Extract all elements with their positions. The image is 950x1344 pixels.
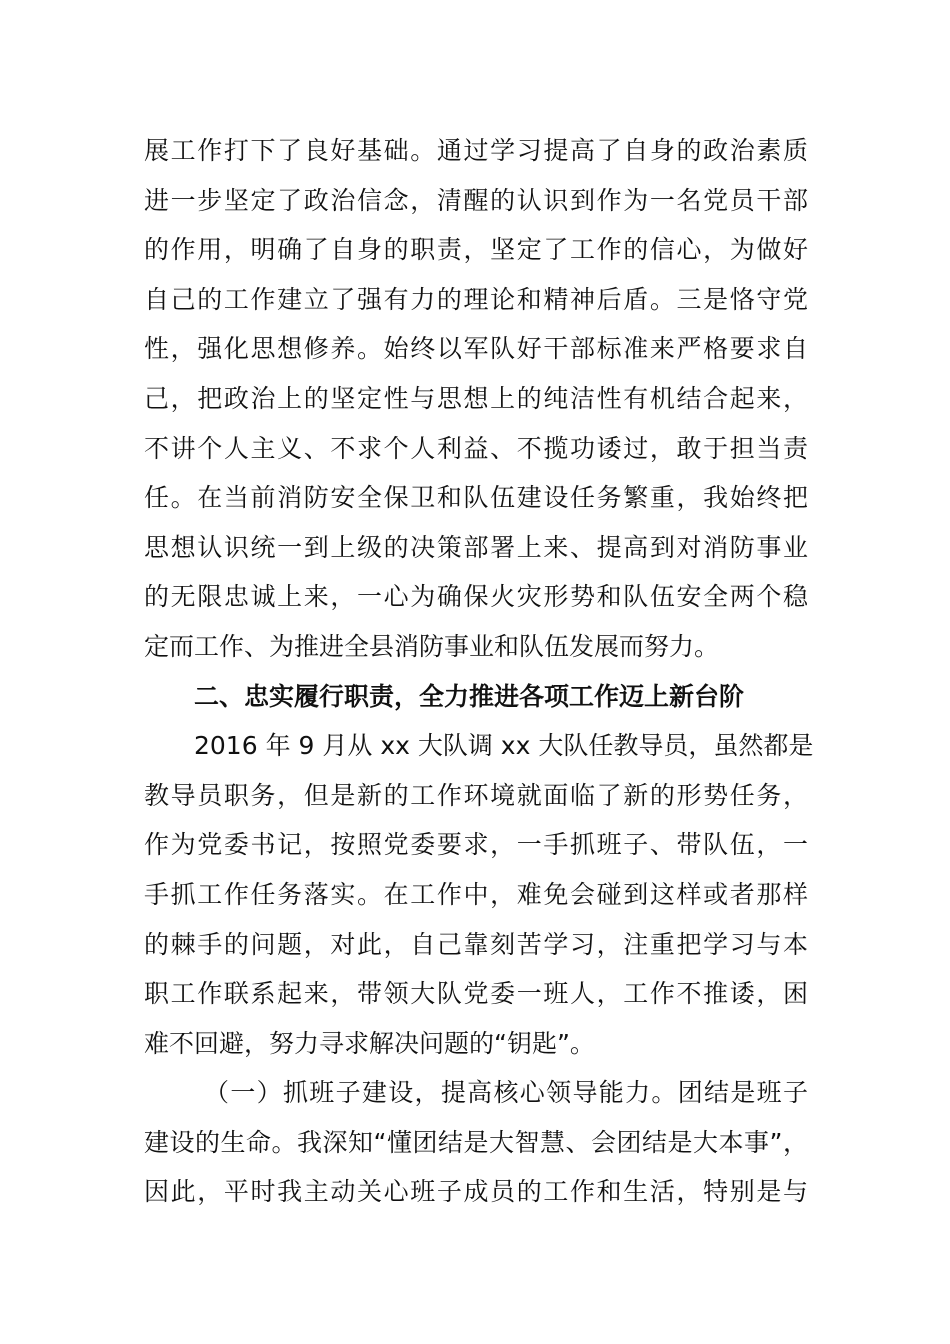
text-line: 作为党委书记，按照党委要求，一手抓班子、带队伍，一	[144, 830, 808, 860]
text-line: 思想认识统一到上级的决策部署上来、提高到对消防事业	[144, 532, 808, 562]
text-line: 的棘手的问题，对此，自己靠刻苦学习，注重把学习与本	[144, 929, 808, 959]
text-line: 定而工作、为推进全县消防事业和队伍发展而努力。	[144, 631, 720, 661]
text-line: 2016 年 9 月从 xx 大队调 xx 大队任教导员，虽然都是	[194, 731, 814, 761]
text-line: 进一步坚定了政治信念，清醒的认识到作为一名党员干部	[144, 185, 808, 215]
document-body	[144, 126, 814, 1217]
text-line: 性，强化思想修养。始终以军队好干部标准来严格要求自	[144, 334, 808, 364]
text-line: 因此，平时我主动关心班子成员的工作和生活，特别是与	[144, 1177, 808, 1207]
text-line: 展工作打下了良好基础。通过学习提高了自身的政治素质	[144, 136, 808, 165]
text-line: 职工作联系起来，带领大队党委一班人，工作不推诿，困	[144, 979, 808, 1009]
text-line: 建设的生命。我深知“懂团结是大智慧、会团结是大本事”，	[144, 1127, 808, 1157]
section-heading: 二、忠实履行职责，全力推进各项工作迈上新台阶	[194, 681, 745, 711]
text-line: 的无限忠诚上来，一心为确保火灾形势和队伍安全两个稳	[144, 582, 808, 612]
text-line: 难不回避，努力寻求解决问题的“钥匙”。	[144, 1028, 595, 1058]
text-line: 不讲个人主义、不求个人利益、不揽功诿过，敢于担当责	[144, 433, 808, 463]
text-line: 任。在当前消防安全保卫和队伍建设任务繁重，我始终把	[144, 483, 808, 513]
text-line: 自己的工作建立了强有力的理论和精神后盾。三是恪守党	[144, 284, 808, 314]
text-line: 教导员职务，但是新的工作环境就面临了新的形势任务，	[144, 780, 808, 810]
text-line: 的作用，明确了自身的职责，坚定了工作的信心，为做好	[144, 235, 808, 265]
text-line: 己，把政治上的坚定性与思想上的纯洁性有机结合起来，	[144, 383, 808, 413]
text-line: （一）抓班子建设，提高核心领导能力。团结是班子	[204, 1078, 808, 1108]
text-line: 手抓工作任务落实。在工作中，难免会碰到这样或者那样	[144, 879, 808, 909]
